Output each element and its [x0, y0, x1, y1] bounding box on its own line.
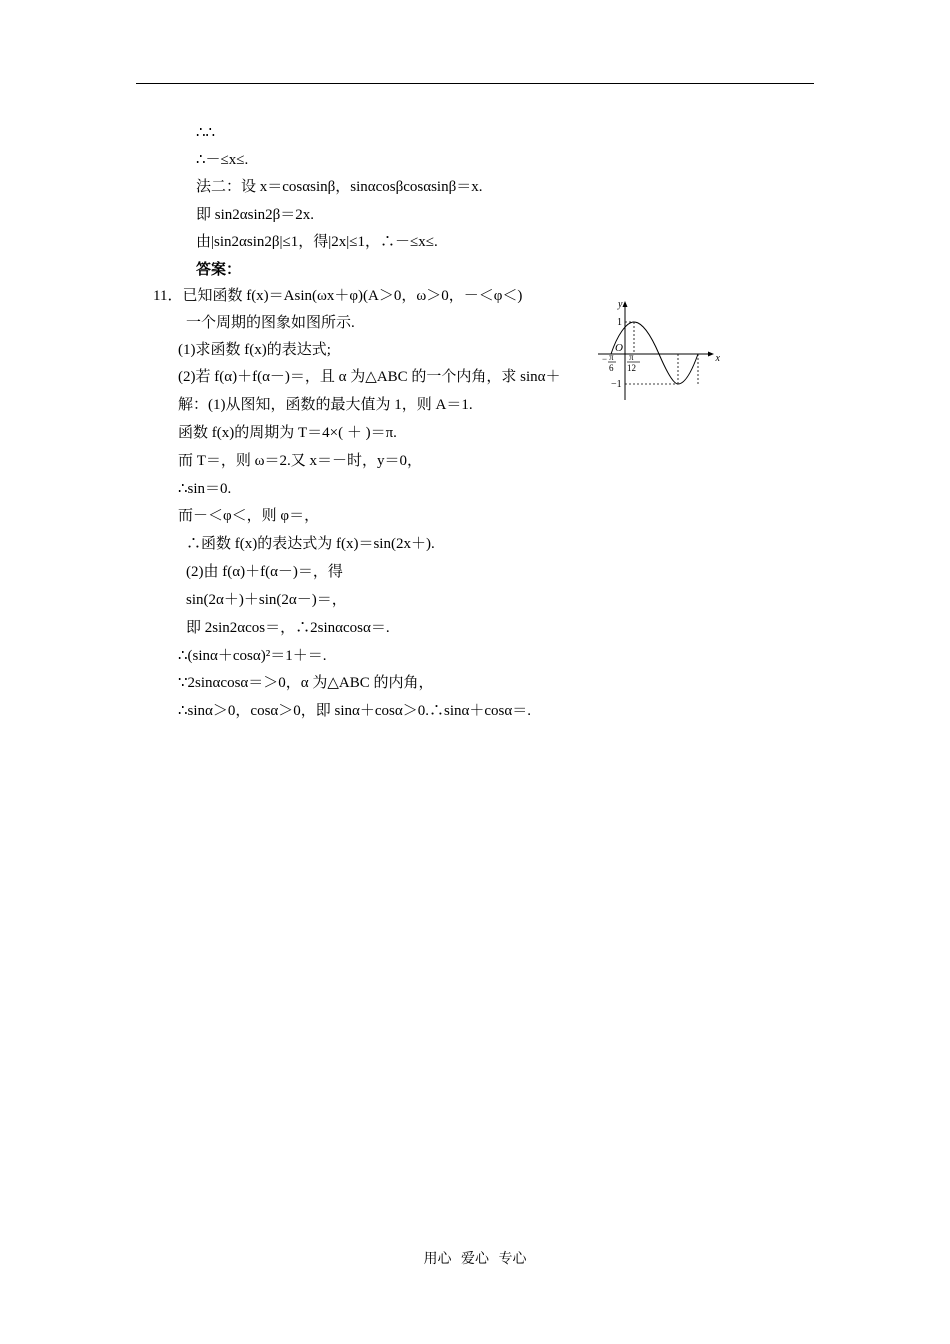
- header-rule: [136, 83, 814, 84]
- problem-11-part-1: (1)求函数 f(x)的表达式;: [178, 342, 331, 358]
- solution-line-4: ∴sin＝0.: [178, 481, 232, 497]
- solution-line-1: 解：(1)从图知，函数的最大值为 1，则 A＝1.: [178, 397, 473, 413]
- text-line-4: 即 sin2αsin2β＝2x.: [196, 207, 315, 223]
- sine-graph: [594, 296, 722, 404]
- problem-11-statement: 11．已知函数 f(x)＝Asin(ωx＋φ)(A＞0，ω＞0，－＜φ＜): [153, 288, 523, 304]
- graph-tick-right-num: π: [629, 352, 634, 362]
- graph-x-label: x: [715, 353, 720, 364]
- solution-line-9: 即 2sin2αcos＝，∴2sinαcosα＝.: [186, 620, 390, 636]
- graph-tick-left-num: π: [609, 352, 614, 362]
- text-line-3: 法二：设 x＝cosαsinβ，sinαcosβcosαsinβ＝x.: [196, 179, 483, 195]
- graph-max-label: 1: [617, 317, 622, 328]
- graph-y-label: y: [618, 299, 623, 310]
- solution-line-3: 而 T＝，则 ω＝2.又 x＝－时，y＝0，: [178, 453, 423, 469]
- solution-line-7: (2)由 f(α)＋f(α－)＝，得: [186, 564, 343, 580]
- solution-line-10: ∴(sinα＋cosα)²＝1＋＝.: [178, 648, 327, 664]
- text-line-2: ∴－≤x≤.: [196, 152, 249, 168]
- graph-tick-right-den: 12: [627, 363, 636, 373]
- page-footer: 用心 爱心 专心: [423, 1252, 527, 1267]
- graph-x-arrow: [708, 352, 714, 357]
- graph-min-label: −1: [611, 379, 622, 390]
- text-line-1: ∴∴: [196, 125, 216, 141]
- solution-line-11: ∵2sinαcosα＝＞0，α 为△ABC 的内角，: [178, 675, 434, 691]
- solution-line-12: ∴sinα＞0，cosα＞0，即 sinα＋cosα＞0.∴sinα＋cosα＝.: [178, 703, 531, 719]
- problem-11-part-2: (2)若 f(α)＋f(α－)＝，且 α 为△ABC 的一个内角，求 sinα＋: [178, 369, 561, 385]
- graph-y-arrow: [623, 301, 628, 307]
- graph-tick-left-sign: −: [602, 354, 608, 364]
- graph-tick-left-den: 6: [609, 363, 614, 373]
- solution-line-2: 函数 f(x)的周期为 T＝4×( ＋ )＝π.: [178, 425, 397, 441]
- text-line-5: 由|sin2αsin2β|≤1，得|2x|≤1，∴－≤x≤.: [196, 234, 438, 250]
- answer-label: 答案：: [196, 262, 242, 278]
- solution-line-6: ∴函数 f(x)的表达式为 f(x)＝sin(2x＋).: [186, 536, 435, 552]
- problem-11-statement-cont: 一个周期的图象如图所示.: [186, 315, 355, 331]
- solution-line-5: 而－＜φ＜，则 φ＝，: [178, 508, 320, 524]
- graph-curve: [611, 322, 698, 384]
- solution-line-8: sin(2α＋)＋sin(2α－)＝，: [186, 592, 347, 608]
- graph-origin-label: O: [615, 342, 623, 354]
